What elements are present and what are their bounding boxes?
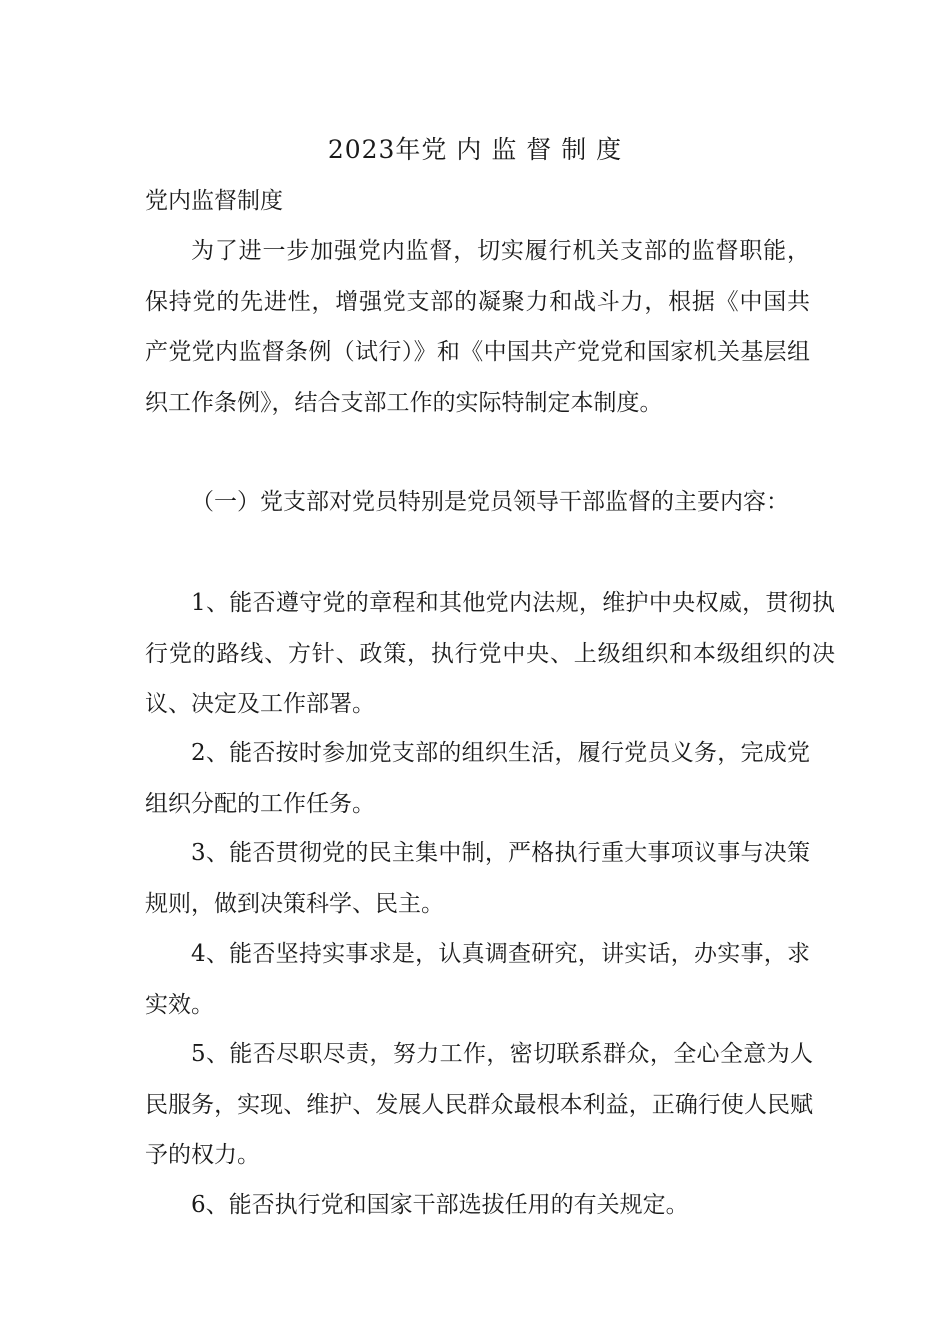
list-item-4: 4、能否坚持实事求是，认真调查研究，讲实话，办实事，求实效。 bbox=[145, 941, 810, 1018]
paragraph-intro: 为了进一步加强党内监督，切实履行机关支部的监督职能，保持党的先进性，增强党支部的凝聚力和战斗力，根据《中国共产党党内监督条例（试行）》和《中国共产党党和国家机关基层组织工作条例》，结合支部工作的实际特制定本制度。 bbox=[145, 238, 810, 416]
list-item-5: 5、能否尽职尽责，努力工作，密切联系群众，全心全意为人民服务，实现、维护、发展人民群众最根本利益，正确行使人民赋予的权力。 bbox=[145, 1041, 813, 1168]
document-subtitle: 党内监督制度 bbox=[145, 188, 283, 214]
document-title: 2023年党 内 监 督 制 度 bbox=[327, 135, 623, 164]
list-item-6: 6、能否执行党和国家干部选拔任用的有关规定。 bbox=[191, 1192, 689, 1218]
list-item-3: 3、能否贯彻党的民主集中制，严格执行重大事项议事与决策规则，做到决策科学、民主。 bbox=[145, 840, 810, 917]
section-heading-1: （一）党支部对党员特别是党员领导干部监督的主要内容： bbox=[191, 489, 789, 515]
list-item-1: 1、能否遵守党的章程和其他党内法规，维护中央权威，贯彻执行党的路线、方针、政策，执行党中央、上级组织和本级组织的决议、决定及工作部署。 bbox=[145, 590, 835, 717]
list-item-2: 2、能否按时参加党支部的组织生活，履行党员义务，完成党组织分配的工作任务。 bbox=[145, 740, 810, 817]
